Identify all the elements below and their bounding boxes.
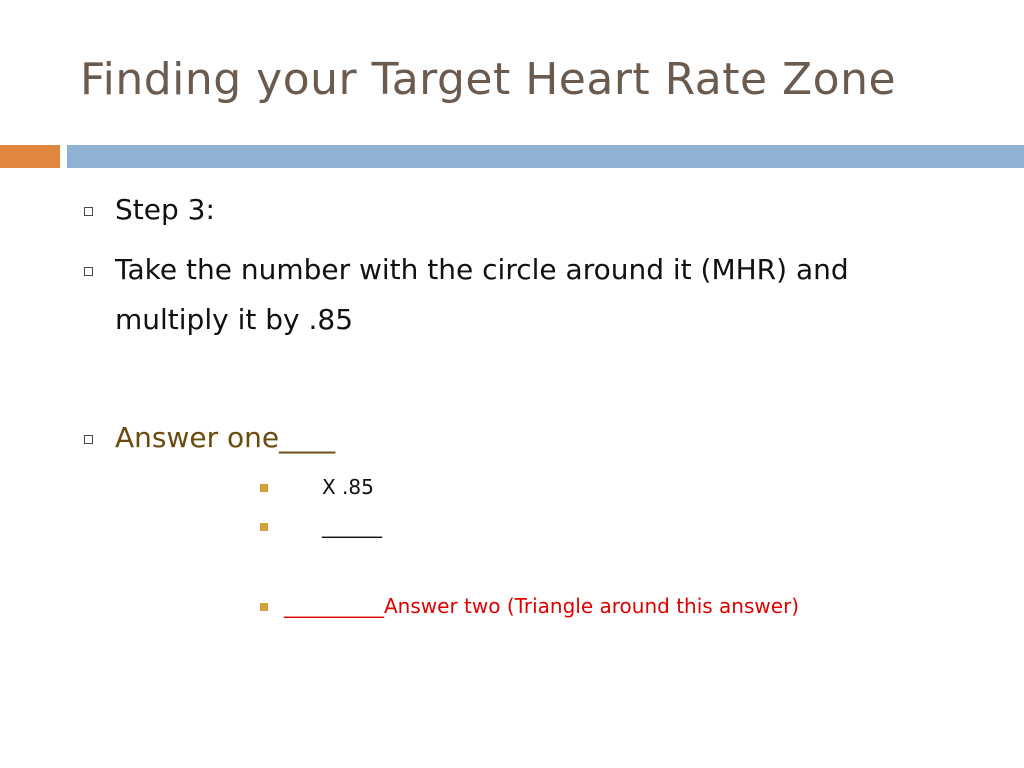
filled-square-bullet-icon bbox=[260, 484, 268, 492]
bullet-answer-one: Answer one____ bbox=[115, 421, 336, 454]
hollow-square-bullet-icon bbox=[84, 435, 93, 444]
filled-square-bullet-icon bbox=[260, 603, 268, 611]
accent-bar-orange bbox=[0, 145, 60, 168]
sub-bullet-answer-two bbox=[284, 594, 799, 618]
hollow-square-bullet-icon bbox=[84, 207, 93, 216]
bullet-instruction-line-2: multiply it by .85 bbox=[115, 303, 354, 336]
sub-bullet-blank-line: ______ bbox=[322, 514, 382, 538]
hollow-square-bullet-icon bbox=[84, 267, 93, 276]
answer-two-blank: __________ bbox=[284, 594, 384, 618]
answer-two-label: Answer two (Triangle around this answer) bbox=[384, 594, 800, 618]
bullet-step-3: Step 3: bbox=[115, 193, 215, 226]
slide-title: Finding your Target Heart Rate Zone bbox=[80, 54, 897, 105]
accent-bar-blue bbox=[67, 145, 1024, 168]
bullet-instruction-line-1: Take the number with the circle around it (MHR) and bbox=[115, 253, 849, 286]
sub-bullet-multiply: X .85 bbox=[322, 475, 374, 499]
filled-square-bullet-icon bbox=[260, 523, 268, 531]
